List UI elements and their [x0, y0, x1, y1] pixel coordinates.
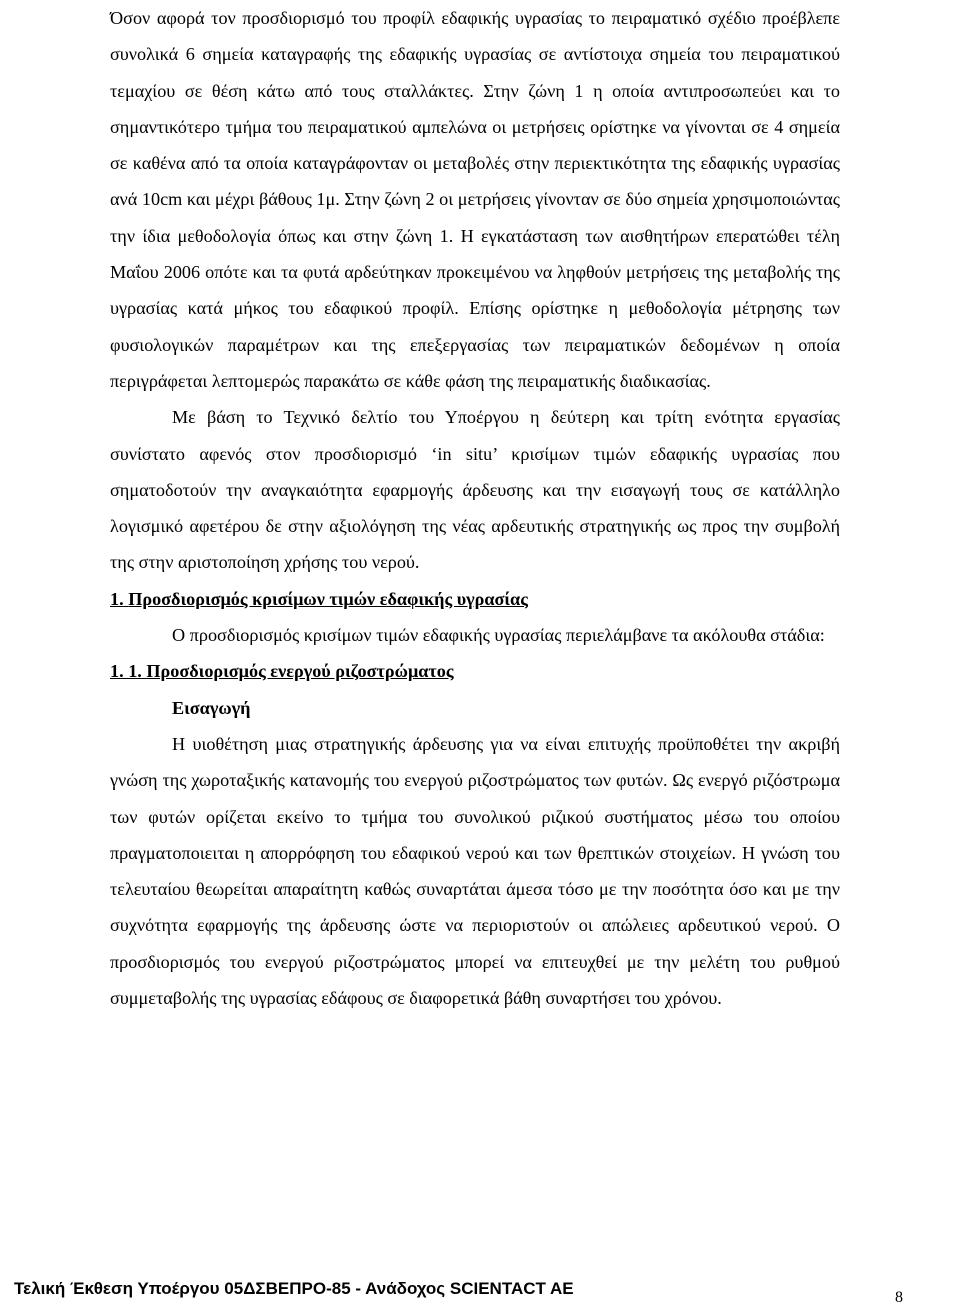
section-heading [110, 581, 840, 617]
subsection-heading [110, 653, 840, 689]
section-title: Προσδιορισμός κρισίμων τιμών εδαφικής υγρασίας [128, 588, 528, 609]
document-body [110, 0, 840, 1016]
paragraph-technical-bulletin: Με βάση το Τεχνικό δελτίο του Υποέργου η δεύτερη και τρίτη ενότητα εργασίας συνίστατο αφενός στον προσδιορισμό ‘in situ’ κρισίμων τιμών εδαφικής υγρασίας που σηματοδοτούν την αναγκαιότητα εφαρμογής άρδευσης και την εισαγωγή τους σε κατάλληλο λογισμικό αφετέρου δε στην αξιολόγηση της νέας αρδευτικής στρατηγικής ως προς την συμβολή της στην αριστοποίηση χρήσης του νερού. [110, 407, 840, 573]
footer-report-title: Τελική Έκθεση Υποέργου 05ΔΣΒΕΠΡΟ-85 - Ανάδοχος SCIENTACT AE [14, 1279, 574, 1298]
page-number: 8 [895, 1289, 903, 1306]
subsection-title: Προσδιορισμός ενεργού ριζοστρώματος [146, 661, 454, 682]
paragraph-active-root-zone: Η υιοθέτηση μιας στρατηγικής άρδευσης για να είναι επιτυχής προϋποθέτει την ακριβή γνώση της χωροταξικής κατανομής του ενεργού ριζοστρώματος των φυτών. Ως ενεργό ριζόστρωμα των φυτών ορίζεται εκείνο το τμήμα του συνολικού ριζικού συστήματος μέσω του οποίου πραγματοποιειται η απορρόφηση του εδαφικού νερού και των θρεπτικών στοιχείων. Η γνώση του τελευταίου θεωρείται απαραίτητη καθώς συναρτάται άμεσα τόσο με την ποσότητα όσο και με την συχνότητα εφαρμογής της άρδευσης ώστε να περιοριστούν οι απώλειες αρδευτικού νερού. Ο προσδιορισμός του ενεργού ριζοστρώματος μπορεί να επιτευχθεί με την μελέτη του ρυθμού συμμεταβολής της υγρασίας εδάφους σε διαφορετικά βάθη συναρτήσει του χρόνου. [110, 733, 840, 1009]
paragraph-stages: Ο προσδιορισμός κρισίμων τιμών εδαφικής υγρασίας περιελάμβανε τα ακόλουθα στάδια: [172, 625, 825, 646]
subsection-number: 1. 1. [110, 661, 142, 682]
paragraph-soil-moisture-profile: Όσον αφορά τον προσδιορισμό του προφίλ εδαφικής υγρασίας το πειραματικό σχέδιο προέβλεπε συνολικά 6 σημεία καταγραφής της εδαφικής υγρασίας σε αντίστοιχα σημεία του πειραματικού τεμαχίου σε θέση κάτω από τους σταλλάκτες. Στην ζώνη 1 η οποία αντιπροσωπεύει και το σημαντικότερο τμήμα του πειραματικού αμπελώνα οι μετρήσεις ορίστηκε να γίνονται σε 4 σημεία σε καθένα από τα οποία καταγράφονταν οι μεταβολές στην περιεκτικότητα της εδαφικής υγρασίας ανά 10cm και μέχρι βάθους 1μ. Στην ζώνη 2 οι μετρήσεις γίνονταν σε δύο σημεία χρησιμοποιώντας την ίδια μεθοδολογία όπως και στην ζώνη 1. Η εγκατάσταση των αισθητήρων επερατώθει τέλη Μαΐου 2006 οπότε και τα φυτά αρδεύτηκαν προκειμένου να ληφθούν μετρήσεις της μεταβολής της υγρασίας κατά μήκος του εδαφικού προφίλ. Επίσης ορίστηκε η μεθοδολογία μέτρησης των φυσιολογικών παραμέτρων και της επεξεργασίας των πειραματικών δεδομένων η οποία περιγράφεται λεπτομερώς παρακάτω σε κάθε φάση της πειραματικής διαδικασίας. [110, 8, 840, 391]
intro-heading: Εισαγωγή [172, 697, 251, 718]
section-number: 1. [110, 588, 124, 609]
